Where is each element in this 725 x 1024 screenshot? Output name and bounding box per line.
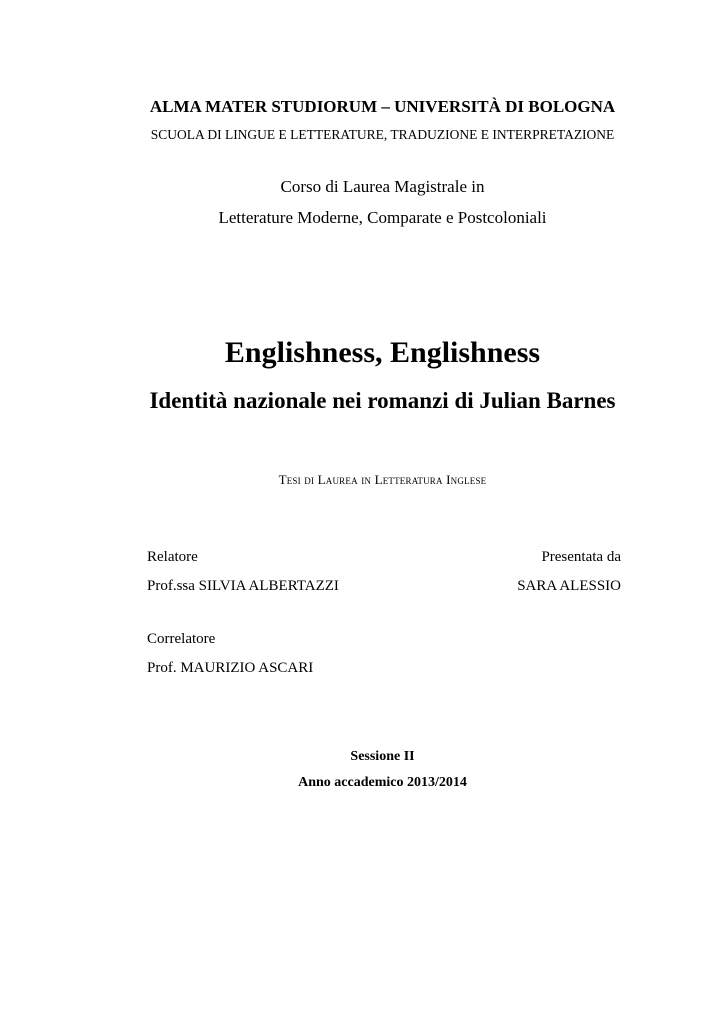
relatore-name: Prof.ssa SILVIA ALBERTAZZI bbox=[147, 578, 339, 594]
presentata-name: SARA ALESSIO bbox=[517, 578, 621, 594]
presentata-label: Presentata da bbox=[541, 549, 621, 565]
thesis-title: Englishness, Englishness bbox=[224, 336, 541, 369]
university-name: ALMA MATER STUDIORUM – UNIVERSITÀ DI BOLOGNA bbox=[149, 97, 616, 116]
correlatore-name: Prof. MAURIZIO ASCARI bbox=[147, 660, 314, 676]
session-label: Sessione II bbox=[350, 749, 415, 764]
school-name: SCUOLA DI LINGUE E LETTERATURE, TRADUZIONE E INTERPRETAZIONE bbox=[150, 127, 615, 142]
correlatore-label: Correlatore bbox=[147, 631, 216, 647]
thesis-type: Tesi di Laurea in Letteratura Inglese bbox=[278, 472, 487, 487]
course-line-1: Corso di Laurea Magistrale in bbox=[280, 177, 485, 196]
academic-year: Anno accademico 2013/2014 bbox=[298, 775, 467, 790]
relatore-label: Relatore bbox=[147, 549, 198, 565]
course-line-2: Letterature Moderne, Comparate e Postcoloniali bbox=[218, 208, 547, 227]
thesis-subtitle: Identità nazionale nei romanzi di Julian Barnes bbox=[149, 388, 616, 413]
